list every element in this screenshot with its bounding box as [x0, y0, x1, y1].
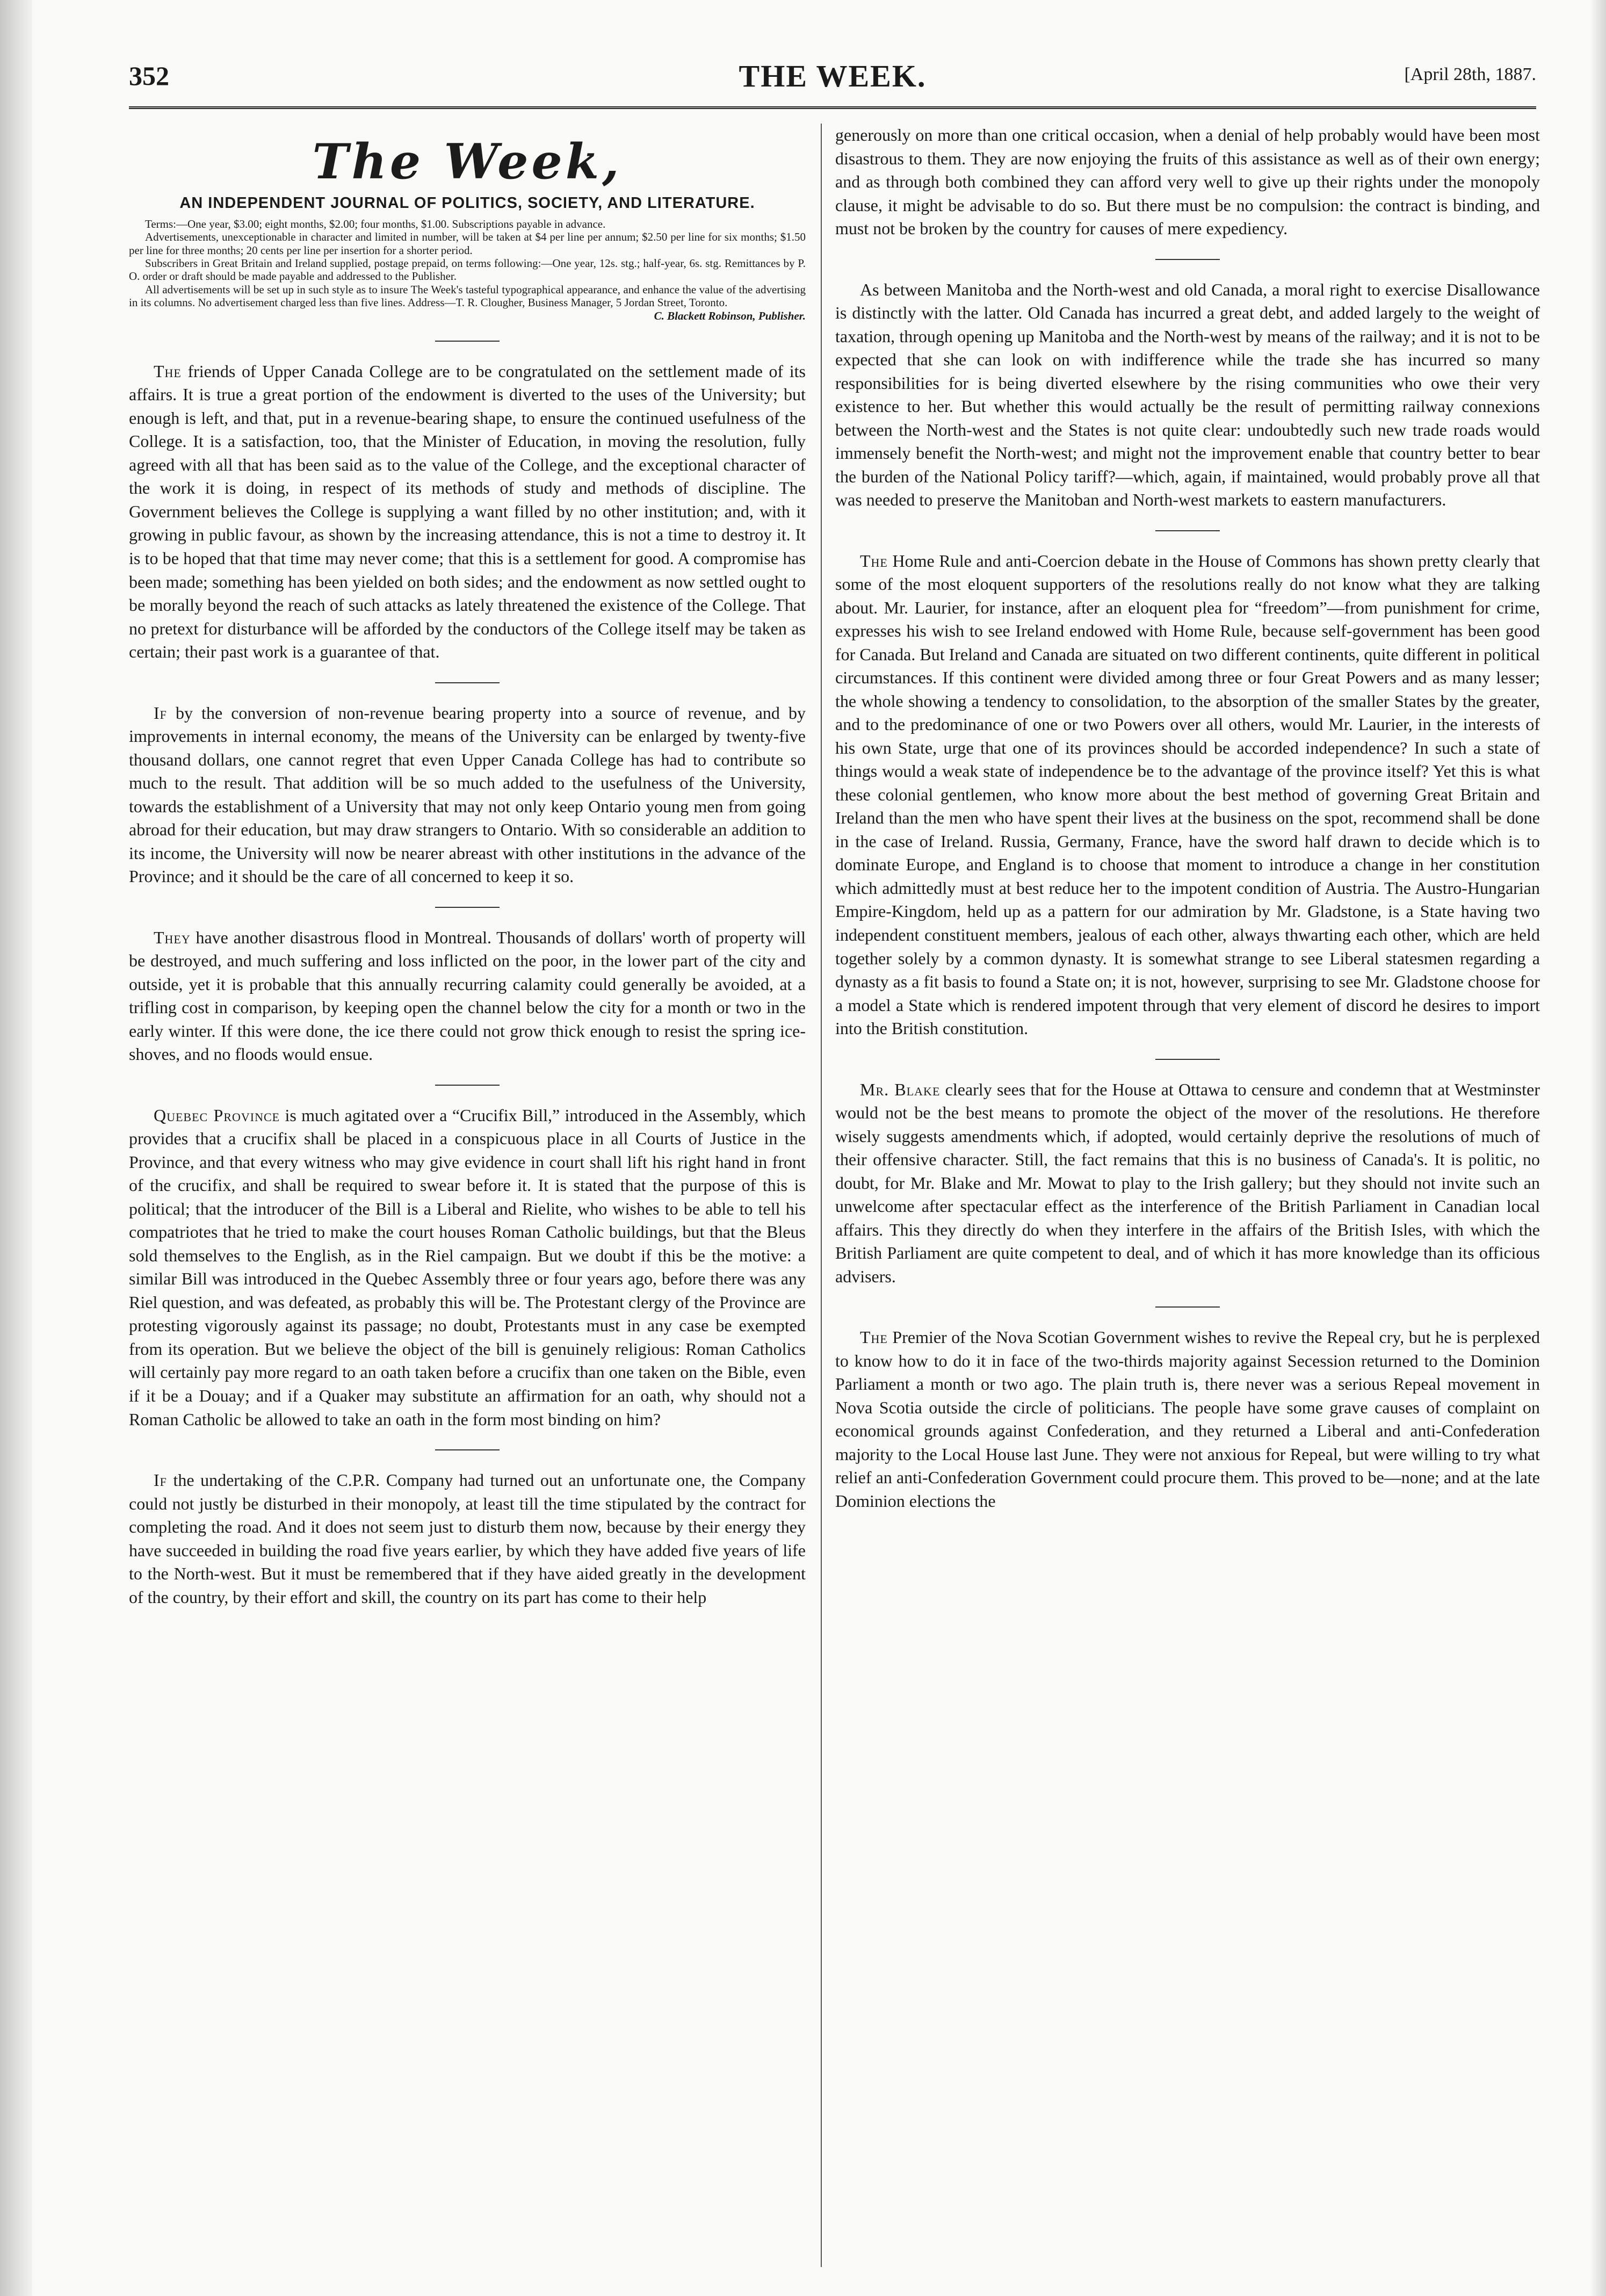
article-lead: If	[154, 1470, 167, 1490]
section-rule	[1155, 259, 1220, 260]
column-divider	[821, 124, 822, 2267]
article-lead: The	[860, 1327, 888, 1347]
page-edge	[1590, 0, 1606, 2296]
publisher-line: C. Blackett Robinson, Publisher.	[654, 309, 806, 322]
article-cpr-monopoly	[129, 1469, 806, 1609]
article-montreal-flood	[129, 926, 806, 1066]
article-body: Home Rule and anti-Coercion debate in the House of Commons has shown pretty clearly that some of the most eloquent supporters of the resolutions really do not know what they are talking about. Mr. Laurier, for instance, after an eloquent plea for “freedom”—from punishment for crime, expresses his wish to see Ireland endowed with Home Rule, because self-government has been good for Canada. But Ireland and Canada are situated on two different continents, quite different in political circumstances. If this continent were divided among three or four Great Powers and as many lesser; the whole showing a tendency to consolidation, to the absorption of the smaller States by the greater, and to the predominance of one or two Powers over all others, would Mr. Laurier, in the interests of his own State, urge that one of its provinces should be accorded independence? In such a state of things would a weak state of independence be to the advantage of the province itself? Yet this is what these colonial gentlemen, who know more about the best method of governing Great Britain and Ireland than the men who have spent their lives at the business on the spot, recommend shall be done in the case of Ireland. Russia, Germany, France, have the sword half drawn to decide which is to dominate Europe, and England is to choose that moment to introduce a change in her constitution which admittedly must at best reduce her to the impotent condition of Austria. The Austro-Hungarian Empire-Kingdom, held up as a pattern for our admiration by Mr. Gladstone, is a State having two independent constituent members, jealous of each other, always thwarting each other, which are held together solely by a common dynasty. It is somewhat strange to see Liberal statesmen regarding a dynasty as a fit basis to found a State on; it is not, however, surprising to see Mr. Gladstone choose for a model a State which is rendered impotent through that very element of discord he desires to import into the British constitution.	[835, 551, 1540, 1038]
article-paragraph	[129, 1469, 806, 1609]
article-paragraph	[835, 1326, 1540, 1513]
article-body: As between Manitoba and the North-west and old Canada, a moral right to exercise Disallowance is distinctly with the latter. Old Canada has incurred a great debt, and added largely to the weight of taxation, through opening up Manitoba and the North-west by means of the railway; and it is not to be expected that she can look on with indifference while the trade she has incurred so many responsibilities for is being diverted elsewhere by the rising communities who owe their very existence to her. But whether this would actually be the result of permitting railway connexions between the North-west and the States is not quite clear: undoubtedly such new trade roads would immensely benefit the North-west; and might not the improvement enable that country better to bear the burden of the National Policy tariff?—which, again, if maintained, would probably prove all that was needed to preserve the Manitoban and North-west markets to eastern manufacturers.	[835, 279, 1540, 510]
masthead-subtitle: AN INDEPENDENT JOURNAL OF POLITICS, SOCIETY, AND LITERATURE.	[179, 194, 755, 212]
masthead-rule	[435, 341, 500, 342]
advertising-rates: Advertisements, unexceptionable in character and limited in number, will be taken at $4 per line per annum; $2.50 per line for six months; $1.50 per line for three months; 20 cents per line per insertion for a shorter period.	[129, 230, 806, 257]
running-title: THE WEEK.	[739, 59, 927, 93]
article-body: Premier of the Nova Scotian Government wishes to revive the Repeal cry, but he is perplexed to know how to do it in face of the two-thirds majority against Secession returned to the Dominion Parliament a month or two ago. The plain truth is, there never was a serious Repeal movement in Nova Scotia outside the circle of politicians. The people have some grave causes of complaint on economical grounds against Confederation, and they returned a Liberal and anti-Confederation majority to the Local House last June. They were not anxious for Repeal, but were willing to try what relief an anti-Confederation Government could procure them. This proved to be—none; and at the late Dominion elections the	[835, 1327, 1540, 1511]
section-rule	[435, 1085, 500, 1086]
section-rule	[435, 907, 500, 908]
article-paragraph	[129, 926, 806, 1066]
article-disallowance	[835, 278, 1540, 512]
article-paragraph	[835, 124, 1540, 241]
article-paragraph	[835, 278, 1540, 512]
article-body: clearly sees that for the House at Ottawa to censure and condemn that at Westminster would not be the best means to promote the object of the mover of the resolutions. He therefore wisely suggests amendments which, if adopted, would certainly deprive the resolutions of much of their offensive character. Still, the fact remains that this is no business of Canada's. It is politic, no doubt, for Mr. Blake and Mr. Mowat to play to the Irish gallery; but they should not invite such an unwelcome after spectacular effect as the interference of the British Parliament in Canadian local affairs. This they directly do when they interfere in the affairs of the British Isles, with which the British Parliament are quite competent to deal, and of which it has more knowledge than its officious advisers.	[835, 1079, 1540, 1286]
article-lead: They	[154, 927, 191, 947]
article-body: by the conversion of non-revenue bearing property into a source of revenue, and by improvements in internal economy, the means of the University can be enlarged by twenty-five thousand dollars, one cannot regret that even Upper Canada College has had to contribute so much to the result. That addition will be so much added to the usefulness of the University, towards the establishment of a University that may not only keep Ontario young men from going abroad for their education, but may draw strangers to Ontario. With so considerable an addition to its income, the University will now be nearer abreast with other institutions in the advance of the Province; and it should be the care of all concerned to keep it so.	[129, 703, 806, 886]
header-rule	[129, 106, 1536, 112]
article-mr-blake	[835, 1078, 1540, 1289]
article-paragraph	[835, 1078, 1540, 1289]
article-body: friends of Upper Canada College are to be congratulated on the settlement made of its affairs. It is true a great portion of the endowment is diverted to the uses of the University; but enough is left, and that, put in a revenue-bearing shape, to ensure the continued usefulness of the College. It is a satisfaction, too, that the Minister of Education, in moving the resolution, fully agreed with all that has been said as to the value of the College, and the exceptional character of the work it is doing, in respect of its methods of study and methods of discipline. The Government believes the College is supplying a want filled by no other institution; and, with it growing in public favour, as shown by the increasing attendance, this is not a time to destroy it. It is to be hoped that that time may never come; that this is a settlement for good. A compromise has been made; something has been yielded on both sides; and the endowment as now settled ought to be morally beyond the reach of such attacks as lately threatened the existence of the College. That no pretext for disturbance will be afforded by the conductors of the College itself may be taken as certain; their past work is a guarantee of that.	[129, 361, 806, 662]
article-paragraph	[129, 1104, 806, 1431]
article-body: the undertaking of the C.P.R. Company had turned out an unfortunate one, the Company could not justly be disturbed in their monopoly, at least till the time stipulated by the contract for completing the road. And it does not seem just to disturb them now, because by their energy they have succeeded in building the road five years earlier, by which they have added five years of life to the North-west. But it must be remembered that if they have aided greatly in the development of the country, by their effort and skill, the country on its part has come to their help	[129, 1470, 806, 1607]
section-rule	[435, 682, 500, 683]
article-lead: The	[154, 361, 182, 381]
running-header	[129, 60, 1536, 103]
subscribers-note: Subscribers in Great Britain and Ireland supplied, postage prepaid, on terms following:—One year, 12s. stg.; half-year, 6s. stg. Remittances by P. O. order or draft should be made payable and addressed to the Publisher.	[129, 257, 806, 283]
article-university-revenue	[129, 702, 806, 889]
section-rule	[1155, 530, 1220, 531]
article-crucifix-bill	[129, 1104, 806, 1431]
binding-gutter	[0, 0, 32, 2296]
article-body: is much agitated over a “Crucifix Bill,” introduced in the Assembly, which provides that a crucifix shall be placed in a conspicuous place in all Courts of Justice in the Province, and that every witness who may give evidence in court shall lift his right hand in front of the crucifix, and shall be required to swear before it. It is stated that the purpose of this is political; that the introducer of the Bill is a Liberal and Rielite, who wishes to be able to tell his compatriotes that he tried to make the court houses Roman Catholic buildings, but that the Bleus sold themselves to the English, as in the Riel campaign. But we doubt if this be the motive: a similar Bill was introduced in the Quebec Assembly three or four years ago, before there was any Riel question, and was defeated, as probably this will be. The Protestant clergy of the Province are protesting vigorously against its passage; no doubt, Protestants must in any case be exempted from its operation. But we believe the object of the bill is genuinely religious: Roman Catholics will certainly pay more regard to an oath taken before a crucifix than one taken on the Bible, even if it be a Douay; and if a Quaker may substitute an affirmation for an oath, why should not a Roman Catholic be allowed to take an oath in the form most binding on him?	[129, 1105, 806, 1429]
terms-text: Terms:—One year, $3.00; eight months, $2.00; four months, $1.00. Subscriptions payable in advance.	[145, 218, 606, 230]
article-body: generously on more than one critical occasion, when a denial of help probably would have been most disastrous to them. They are now enjoying the fruits of this assistance as well as of their own energy; and as through both combined they can afford very well to give up their rights under the monopoly clause, it might be advisable to do so. But there must be no compulsion: the contract is binding, and must not be broken by the country for causes of mere expediency.	[835, 125, 1540, 239]
right-column	[835, 124, 1540, 1513]
article-upper-canada-college	[129, 360, 806, 664]
page-number: 352	[129, 61, 169, 91]
section-rule	[435, 1449, 500, 1450]
section-rule	[1155, 1059, 1220, 1060]
article-body: have another disastrous flood in Montreal. Thousands of dollars' worth of property will be destroyed, and much suffering and loss inflicted on the poor, in the lower part of the city and outside, yet it is probable that this annually recurring calamity could generally be avoided, at a trifling cost in comparison, by keeping open the channel below the city for a month or two in the early winter. If this were done, the ice there could not grow thick enough to resist the spring ice-shoves, and no floods would ensue.	[129, 927, 806, 1064]
article-home-rule	[835, 550, 1540, 1041]
article-lead: The	[860, 551, 888, 571]
article-cpr-monopoly-continued	[835, 124, 1540, 241]
article-lead: Quebec Province	[154, 1105, 280, 1125]
article-lead: If	[154, 703, 167, 723]
article-paragraph	[835, 550, 1540, 1041]
left-column	[129, 124, 806, 1609]
masthead-title: The Week,	[312, 133, 623, 190]
article-lead: Mr. Blake	[860, 1079, 941, 1099]
advertising-note: All advertisements will be set up in such style as to insure The Week's tasteful typographical appearance, and enhance the value of the advertising in its columns. No advertisement charged less than five lines. Address—T. R. Clougher, Business Manager, 5 Jordan Street, Toronto.	[129, 283, 806, 309]
article-paragraph	[129, 702, 806, 889]
article-nova-scotia	[835, 1326, 1540, 1513]
issue-date: [April 28th, 1887.	[1404, 64, 1536, 84]
article-paragraph	[129, 360, 806, 664]
section-rule	[1155, 1306, 1220, 1308]
subscription-terms	[129, 218, 806, 322]
